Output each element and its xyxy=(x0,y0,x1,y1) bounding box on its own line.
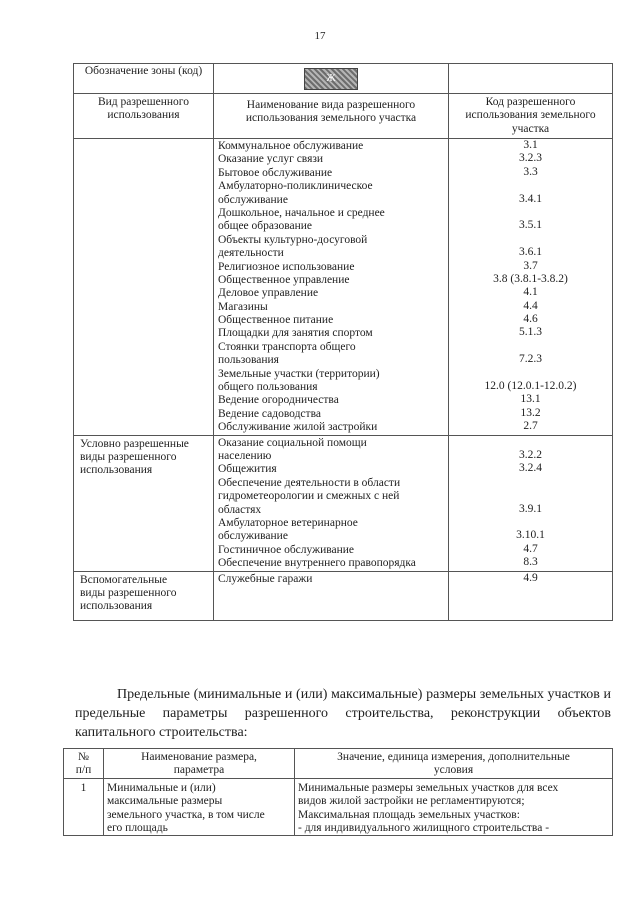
use-code-spacer xyxy=(449,516,612,529)
zone-empty-cell xyxy=(449,64,613,94)
parameters-num: 1 xyxy=(80,781,87,794)
use-name-line: обслуживание xyxy=(218,530,288,543)
use-name-line: Гостиничное обслуживание xyxy=(218,543,355,556)
use-code-spacer xyxy=(449,206,612,219)
use-code-spacer xyxy=(449,436,612,449)
zone-label: Обозначение зоны (код) xyxy=(84,65,203,77)
use-name-line: Коммунальное обслуживание xyxy=(218,140,364,152)
use-name-line: пользования xyxy=(218,354,279,367)
use-code-cell xyxy=(449,571,613,620)
use-category-cell xyxy=(74,435,214,571)
use-code-value: 3.4.1 xyxy=(519,192,542,205)
use-code-value: 4.6 xyxy=(523,313,538,326)
name-column-header-text: Наименование вида разрешенного использования земельного участка xyxy=(245,99,417,125)
use-name-line: Ведение садоводства xyxy=(218,407,321,420)
use-name-line: Площадки для занятия спортом xyxy=(218,327,373,340)
parameters-value-line: Максимальная площадь земельных участков: xyxy=(298,808,520,821)
use-name-line: Обслуживание жилой застройки xyxy=(218,421,378,434)
use-name-line: Деловое управление xyxy=(218,287,319,300)
use-code-value: 3.1 xyxy=(523,139,538,151)
use-code-value: 4.1 xyxy=(523,286,538,299)
parameters-header-name xyxy=(104,749,295,779)
use-name-line: обслуживание xyxy=(218,193,288,206)
use-name-cell xyxy=(214,435,449,571)
use-name-line: Обеспечение деятельности в области xyxy=(218,476,401,489)
use-name-line: Амбулаторное ветеринарное xyxy=(218,516,358,529)
parameters-name-line: его площадь xyxy=(107,821,168,834)
use-code-cell xyxy=(449,435,613,571)
use-name-line: Общественное питание xyxy=(218,314,334,327)
use-name-line: Оказание услуг связи xyxy=(218,153,324,166)
use-type-header xyxy=(74,94,214,139)
parameters-num-cell xyxy=(64,778,104,836)
use-name-line: областях xyxy=(218,503,262,516)
parameters-value-line: - для индивидуального жилищного строительства - xyxy=(298,821,550,834)
use-name-line: Дошкольное, начальное и среднее xyxy=(218,206,385,219)
use-code-value: 2.7 xyxy=(523,420,538,433)
parameters-header-row xyxy=(64,749,613,779)
use-category-label: виды разрешенного xyxy=(80,586,177,599)
regulations-paragraph: Предельные (минимальные и (или) максимальные) размеры земельных участков и предельные параметры разрешенного строительства, реконструкции объектов капитального строительства: xyxy=(75,687,611,740)
parameters-header-text: Значение, единица измерения, дополнительные xyxy=(337,751,570,763)
zone-label-cell xyxy=(74,64,214,94)
use-category-cell xyxy=(74,571,214,620)
use-name-cell xyxy=(214,139,449,436)
page-number: 17 xyxy=(314,30,326,42)
use-code-spacer xyxy=(449,179,612,192)
parameters-header-num xyxy=(64,749,104,779)
use-code-value: 4.9 xyxy=(523,571,538,584)
use-name-line: Земельные участки (территории) xyxy=(218,367,380,380)
use-category-label: виды разрешенного xyxy=(80,450,177,463)
parameters-header-text: параметра xyxy=(173,764,225,777)
use-code-spacer xyxy=(449,233,612,246)
use-code-value: 3.6.1 xyxy=(519,246,542,259)
use-name-line: населению xyxy=(218,449,272,462)
zone-code-stamp: Ж xyxy=(304,68,358,90)
use-category-label: использования xyxy=(80,600,153,613)
column-header-row xyxy=(74,94,613,139)
use-category-label: Вспомогательные xyxy=(80,573,168,586)
parameters-value-cell xyxy=(295,778,613,836)
use-code-value: 8.3 xyxy=(523,556,538,569)
use-code-value: 3.10.1 xyxy=(516,529,545,542)
use-section-row xyxy=(74,435,613,571)
use-name-cell xyxy=(214,571,449,620)
use-name-line: Амбулаторно-поликлиническое xyxy=(218,180,373,193)
use-code-value: 3.3 xyxy=(523,165,538,178)
use-section-row xyxy=(74,571,613,620)
zone-code-cell xyxy=(214,64,449,94)
parameters-header-text: условия xyxy=(433,764,474,777)
use-name-line: Магазины xyxy=(218,300,268,313)
parameters-name-line: максимальные размеры xyxy=(107,795,223,808)
use-name-line: Религиозное использование xyxy=(218,260,355,273)
parameters-value-line: Минимальные размеры земельных участков для всех xyxy=(298,781,559,794)
use-code-spacer xyxy=(449,489,612,502)
parameters-name-cell xyxy=(104,778,295,836)
zone-code-row xyxy=(74,64,613,94)
code-column-header xyxy=(449,94,613,139)
use-section-row xyxy=(74,139,613,436)
use-name-line: Стоянки транспорта общего xyxy=(218,340,356,353)
parameters-header-text: п/п xyxy=(75,764,92,777)
use-name-line: Общежития xyxy=(218,463,277,476)
use-code-spacer xyxy=(449,340,612,353)
parameters-table xyxy=(63,748,613,836)
parameters-row xyxy=(64,778,613,836)
use-name-line: Служебные гаражи xyxy=(218,572,313,585)
use-code-value: 3.2.4 xyxy=(519,462,542,475)
use-code-value: 3.9.1 xyxy=(519,502,542,515)
use-code-value: 7.2.3 xyxy=(519,353,542,366)
use-code-value: 3.7 xyxy=(523,259,538,272)
use-name-line: Объекты культурно-досуговой xyxy=(218,233,368,246)
use-name-line: общее образование xyxy=(218,220,313,233)
parameters-name-line: земельного участка, в том числе xyxy=(107,808,265,821)
use-name-line: Общественное управление xyxy=(218,273,350,286)
use-code-value: 4.7 xyxy=(523,542,538,555)
use-code-cell xyxy=(449,139,613,436)
name-column-header xyxy=(214,94,449,139)
land-use-table xyxy=(73,63,613,621)
parameters-header-text: Наименование размера, xyxy=(141,751,257,763)
use-category-label: Условно разрешенные xyxy=(80,437,189,450)
use-code-spacer xyxy=(449,476,612,489)
use-code-value: 3.2.3 xyxy=(519,152,542,165)
use-code-value: 3.2.2 xyxy=(519,448,542,461)
use-name-line: Обеспечение внутреннего правопорядка xyxy=(218,557,416,570)
parameters-name-line: Минимальные и (или) xyxy=(107,781,216,794)
use-name-line: Бытовое обслуживание xyxy=(218,166,333,179)
parameters-header-text: № xyxy=(78,751,89,763)
use-code-value: 3.8 (3.8.1-3.8.2) xyxy=(493,272,568,285)
use-name-line: деятельности xyxy=(218,247,284,260)
use-code-value: 13.2 xyxy=(520,406,541,419)
use-name-line: гидрометеорологии и смежных с ней xyxy=(218,490,400,503)
use-code-value: 5.1.3 xyxy=(519,326,542,339)
use-code-value: 13.1 xyxy=(520,393,541,406)
use-code-value: 12.0 (12.0.1-12.0.2) xyxy=(484,380,577,393)
use-category-label: использования xyxy=(80,464,153,477)
code-column-header-text: Код разрешенного использования земельного участка xyxy=(465,96,596,135)
parameters-value-line: видов жилой застройки не регламентируются; xyxy=(298,795,525,808)
use-code-value: 3.5.1 xyxy=(519,219,542,232)
use-code-value: 4.4 xyxy=(523,299,538,312)
use-type-header-text: Вид разрешенного использования xyxy=(97,96,189,122)
use-category-cell xyxy=(74,139,214,436)
use-name-line: Оказание социальной помощи xyxy=(218,436,367,449)
use-name-line: Ведение огородничества xyxy=(218,394,339,407)
use-code-spacer xyxy=(449,367,612,380)
use-name-line: общего пользования xyxy=(218,381,318,394)
parameters-header-value xyxy=(295,749,613,779)
